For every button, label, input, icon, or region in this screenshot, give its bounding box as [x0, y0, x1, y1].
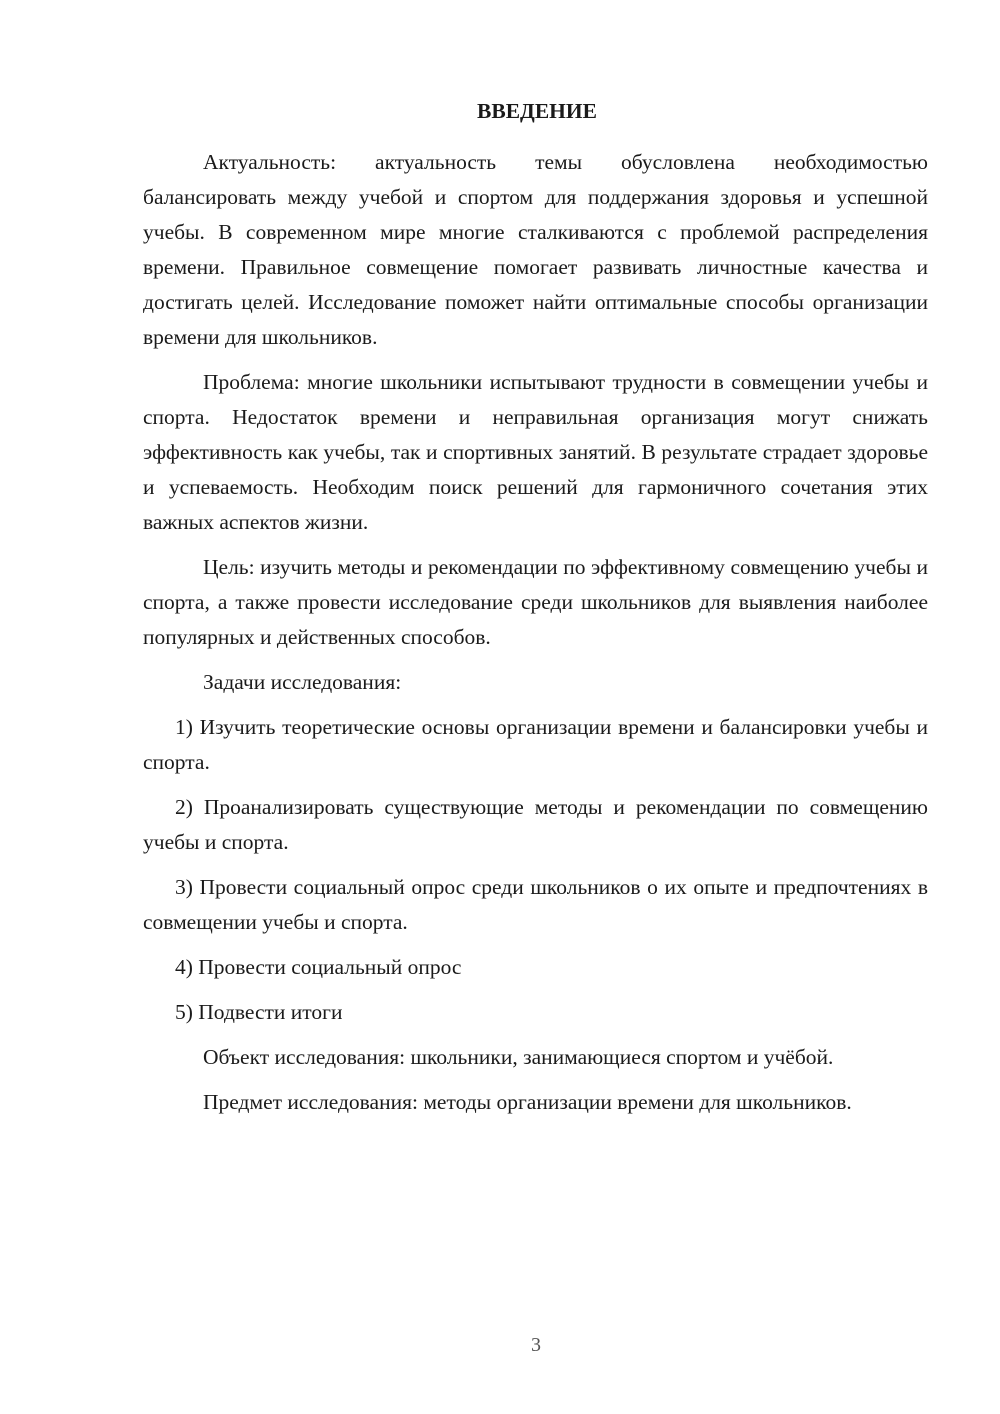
- task-item: 4) Провести социальный опрос: [175, 955, 462, 979]
- tasks-heading: Задачи исследования:: [203, 670, 402, 694]
- problem-paragraph: Проблема: многие школьники испытывают трудности в совмещении учебы и спорта. Недостаток времени и неправильная организация могут снижать эффективность как учебы, так и спортивных занятий. В результате страдает здоровье и успеваемость. Необходим поиск решений для гармоничного сочетания этих важных аспектов жизни.: [143, 370, 928, 534]
- document-page: [143, 96, 928, 1130]
- subject-paragraph: Предмет исследования: методы организации времени для школьников.: [203, 1090, 852, 1114]
- task-item: 3) Провести социальный опрос среди школьников о их опыте и предпочтениях в совмещении учебы и спорта.: [143, 875, 928, 934]
- section-title: ВВЕДЕНИЕ: [477, 99, 597, 123]
- task-item: 1) Изучить теоретические основы организации времени и балансировки учебы и спорта.: [143, 715, 928, 774]
- object-paragraph: Объект исследования: школьники, занимающиеся спортом и учёбой.: [203, 1045, 834, 1069]
- goal-paragraph: Цель: изучить методы и рекомендации по эффективному совмещению учебы и спорта, а также провести исследование среди школьников для выявления наиболее популярных и действенных способов.: [143, 555, 928, 649]
- task-item: 2) Проанализировать существующие методы и рекомендации по совмещению учебы и спорта.: [143, 795, 928, 854]
- page-number: 3: [531, 1334, 541, 1356]
- task-item: 5) Подвести итоги: [175, 1000, 343, 1024]
- relevance-paragraph: Актуальность: актуальность темы обусловлена необходимостью балансировать между учебой и спортом для поддержания здоровья и успешной учебы. В современном мире многие сталкиваются с проблемой распределения времени. Правильное совмещение помогает развивать личностные качества и достигать целей. Исследование поможет найти оптимальные способы организации времени для школьников.: [143, 150, 928, 349]
